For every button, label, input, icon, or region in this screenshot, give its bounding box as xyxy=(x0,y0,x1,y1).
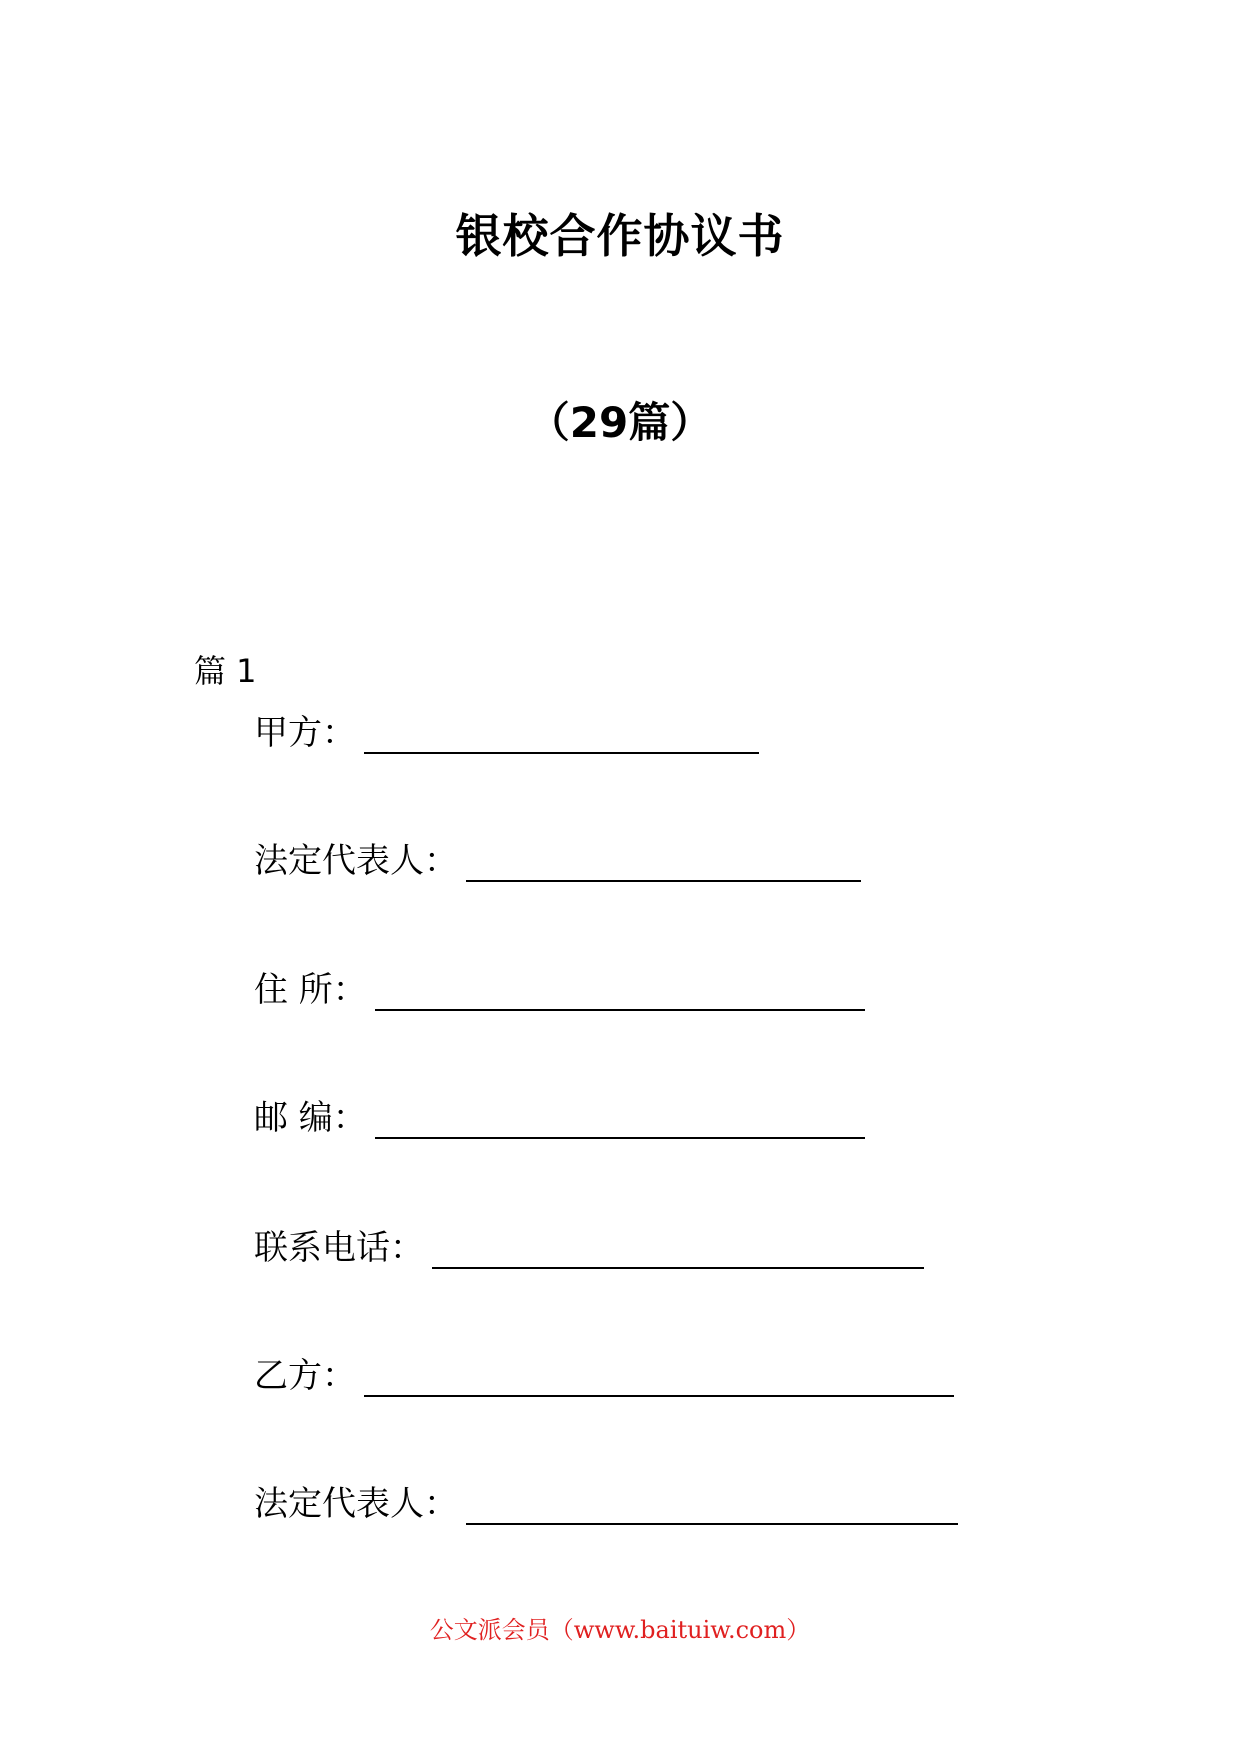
field-party-a-legal-rep xyxy=(254,833,861,882)
field-label: 住 所： xyxy=(254,970,367,1010)
field-label: 邮 编： xyxy=(254,1098,367,1138)
section-label: 篇 1 xyxy=(194,652,257,690)
blank-line xyxy=(375,1103,865,1139)
field-party-a-address xyxy=(254,962,865,1011)
blank-line xyxy=(466,1489,958,1525)
blank-line xyxy=(432,1233,924,1269)
blank-line xyxy=(375,975,865,1011)
field-label: 甲方： xyxy=(254,713,356,753)
document-subtitle: （29篇） xyxy=(527,398,713,447)
field-label: 联系电话： xyxy=(254,1228,424,1268)
field-label: 法定代表人： xyxy=(254,1484,458,1524)
blank-line xyxy=(364,1361,954,1397)
document-title: 银校合作协议书 xyxy=(455,209,785,263)
field-party-a xyxy=(254,705,759,754)
field-party-a-phone xyxy=(254,1220,924,1269)
field-party-b-legal-rep xyxy=(254,1476,958,1525)
blank-line xyxy=(364,718,759,754)
field-party-b xyxy=(254,1348,954,1397)
blank-line xyxy=(466,846,861,882)
footer-watermark: 公文派会员（www.baituiw.com） xyxy=(429,1616,811,1644)
field-party-a-postcode xyxy=(254,1090,865,1139)
field-label: 法定代表人： xyxy=(254,841,458,881)
field-label: 乙方： xyxy=(254,1356,356,1396)
